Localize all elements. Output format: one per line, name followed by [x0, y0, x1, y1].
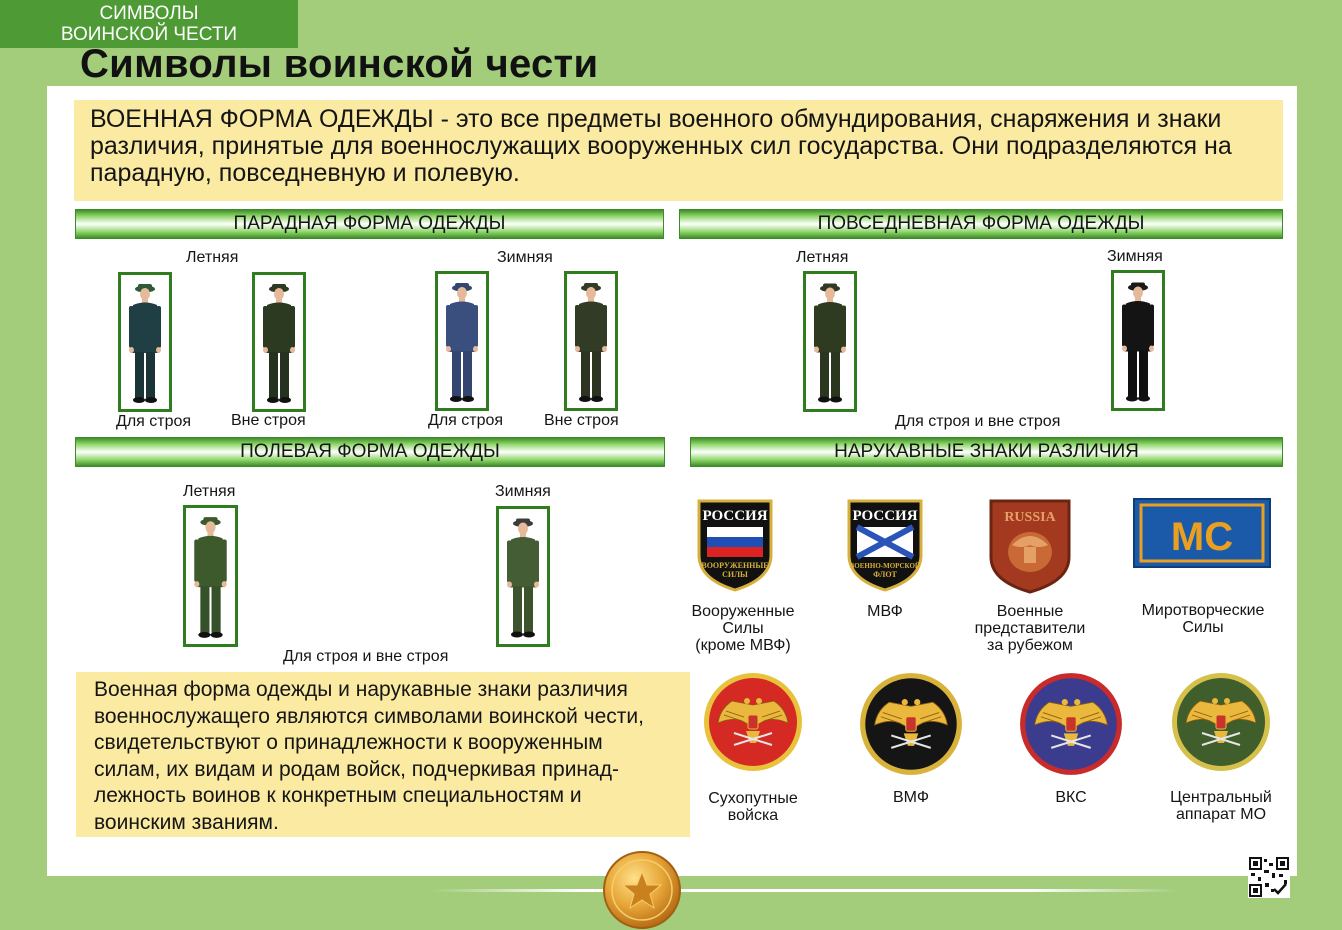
- soldier-silhouette-icon: [1114, 273, 1162, 408]
- soldier-silhouette-icon: [499, 509, 547, 644]
- daily-summer-label: Летняя: [796, 249, 849, 266]
- field-summer-label: Летняя: [183, 483, 236, 500]
- note-line: лежность воинов к конкретным специальностям и: [94, 784, 582, 807]
- corner-tag: [0, 0, 298, 48]
- soldier-silhouette-icon: [255, 275, 303, 409]
- patch-caption: Миротворческие Силы: [1141, 602, 1265, 636]
- parade-winter-label: Зимняя: [497, 249, 553, 266]
- page-title: Символы воинской чести: [80, 42, 599, 86]
- field-caption: Для строя и вне строя: [283, 648, 449, 665]
- corner-tag-line1: СИМВОЛЫ: [99, 3, 199, 24]
- parade-caption-4: Вне строя: [544, 412, 619, 429]
- patch-top-text: МС: [1170, 515, 1234, 559]
- uniform-figure: [435, 271, 489, 411]
- central-ministry-emblem-icon: [1170, 671, 1272, 773]
- qr-code-icon: [1248, 856, 1290, 898]
- uniform-figure: [118, 272, 172, 412]
- section-insignia-bar: НАРУКАВНЫЕ ЗНАКИ РАЗЛИЧИЯ: [690, 437, 1283, 467]
- patch-top-text: РОССИЯ: [702, 508, 768, 524]
- patch-bottom-text: СИЛЫ: [722, 570, 748, 579]
- navy-emblem-icon: [858, 671, 964, 777]
- uniform-figure: [252, 272, 306, 412]
- patch-top-text: RUSSIA: [1004, 510, 1056, 525]
- section-parade-bar: ПАРАДНАЯ ФОРМА ОДЕЖДЫ: [75, 209, 664, 239]
- patch-bottom-text: ФЛОТ: [873, 570, 897, 579]
- russia-armed-forces-patch-icon: [695, 497, 775, 593]
- note-line: воинским званиям.: [94, 810, 279, 834]
- definition-box: ВОЕННАЯ ФОРМА ОДЕЖДЫ - это все предметы военного обмундирования, снаряжения и знаки различия, принятые для военнослужащих вооруженных сил государства. Они подразделяются на парадную, повседневную и полевую.: [74, 100, 1283, 201]
- soldier-silhouette-icon: [806, 274, 854, 409]
- soldier-silhouette-icon: [121, 275, 169, 409]
- parade-caption-3: Для строя: [428, 412, 504, 429]
- note-box: [76, 672, 690, 837]
- parade-summer-label: Летняя: [186, 249, 239, 266]
- peacekeeping-patch-icon: [1132, 497, 1272, 569]
- note-line: силам, их видам и родам войск, подчеркивая принад-: [94, 757, 619, 781]
- note-line: свидетельствуют о принадлежности к вооруженным: [94, 731, 603, 754]
- uniform-figure: [183, 505, 238, 647]
- navy-patch-icon: [845, 497, 925, 593]
- soldier-silhouette-icon: [186, 508, 235, 644]
- bottom-divider: [430, 889, 1180, 892]
- soldier-silhouette-icon: [567, 274, 615, 408]
- ground-forces-emblem-icon: [702, 671, 804, 773]
- daily-winter-label: Зимняя: [1107, 248, 1163, 265]
- field-winter-label: Зимняя: [495, 483, 551, 500]
- emblem-caption: ВМФ: [893, 789, 929, 806]
- patch-bottom-text: ВООРУЖЕННЫЕ: [701, 561, 769, 570]
- parade-caption-1: Для строя: [116, 413, 192, 430]
- military-representatives-patch-icon: [987, 497, 1073, 595]
- emblem-caption: Сухопутные войска: [708, 790, 798, 824]
- patch-caption: Вооруженные Силы (кроме МВФ): [691, 603, 795, 654]
- uniform-figure: [1111, 270, 1165, 411]
- uniform-figure: [803, 271, 857, 412]
- patch-bottom-text: ВОЕННО-МОРСКОЙ: [849, 562, 921, 570]
- uniform-figure: [564, 271, 618, 411]
- note-line: военнослужащего являются символами воинской чести,: [94, 704, 644, 728]
- corner-tag-line2: ВОИНСКОЙ ЧЕСТИ: [60, 24, 238, 45]
- patch-caption: Военные представители за рубежом: [974, 603, 1086, 654]
- gold-star-medal-icon: [602, 850, 682, 930]
- aerospace-forces-emblem-icon: [1016, 671, 1126, 777]
- section-daily-bar: ПОВСЕДНЕВНАЯ ФОРМА ОДЕЖДЫ: [679, 209, 1283, 239]
- patch-top-text: РОССИЯ: [852, 508, 918, 524]
- uniform-figure: [496, 506, 550, 647]
- section-field-bar: ПОЛЕВАЯ ФОРМА ОДЕЖДЫ: [75, 437, 665, 467]
- emblem-caption: Центральный аппарат МО: [1170, 789, 1272, 823]
- parade-caption-2: Вне строя: [231, 412, 306, 429]
- soldier-silhouette-icon: [438, 274, 486, 408]
- note-line: Военная форма одежды и нарукавные знаки различия: [94, 678, 628, 701]
- patch-caption: МВФ: [867, 603, 903, 620]
- emblem-caption: ВКС: [1055, 789, 1087, 806]
- daily-caption: Для строя и вне строя: [895, 413, 1061, 430]
